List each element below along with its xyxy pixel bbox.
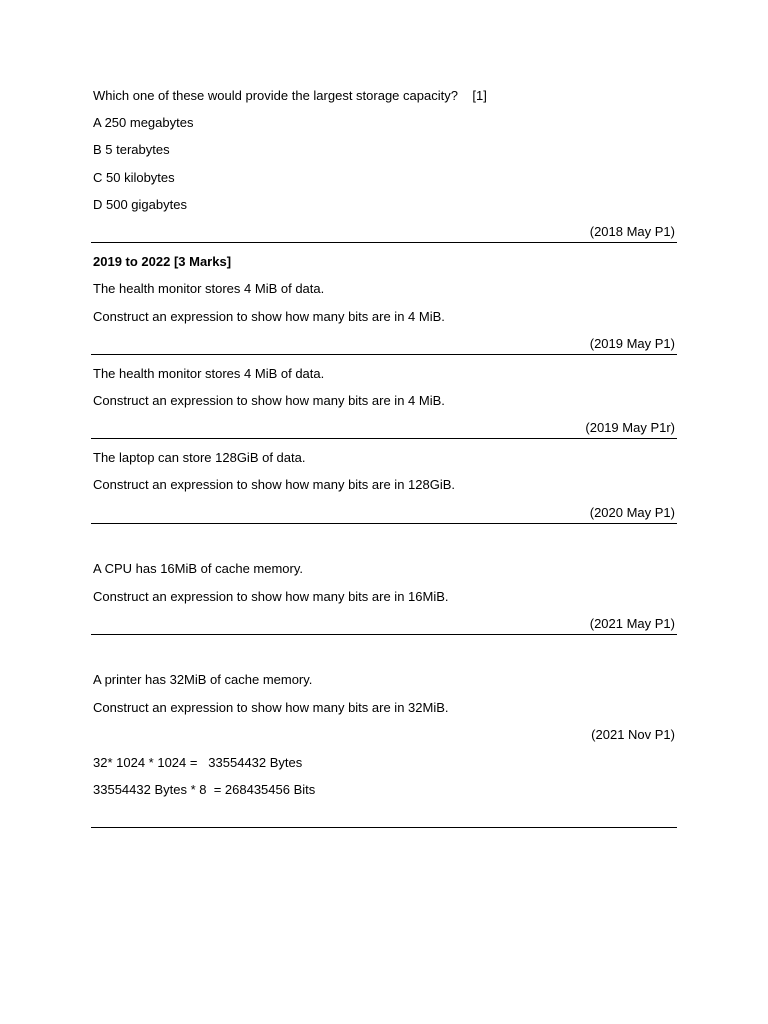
divider	[91, 634, 677, 635]
question-2020-line1: The laptop can store 128GiB of data.	[93, 450, 306, 465]
question-2021nov-line2: Construct an expression to show how many bits are in 32MiB.	[93, 700, 449, 715]
option-d: D 500 gigabytes	[93, 197, 187, 212]
source-2021may: (2021 May P1)	[589, 616, 675, 631]
question-2021may-line2: Construct an expression to show how many bits are in 16MiB.	[93, 589, 449, 604]
question-2021nov-line1: A printer has 32MiB of cache memory.	[93, 672, 313, 687]
working-line2: 33554432 Bytes * 8 = 268435456 Bits	[93, 782, 316, 797]
source-2020: (2020 May P1)	[589, 505, 675, 520]
source-2018: (2018 May P1)	[589, 224, 675, 239]
source-2019r: (2019 May P1r)	[585, 420, 675, 435]
section-heading: 2019 to 2022 [3 Marks]	[93, 254, 232, 269]
option-a: A 250 megabytes	[93, 115, 194, 130]
question-2019r-line2: Construct an expression to show how many bits are in 4 MiB.	[93, 393, 445, 408]
question-2019r-line1: The health monitor stores 4 MiB of data.	[93, 366, 325, 381]
option-c: C 50 kilobytes	[93, 170, 175, 185]
divider	[91, 354, 677, 355]
source-2021nov: (2021 Nov P1)	[591, 727, 675, 742]
option-b: B 5 terabytes	[93, 142, 170, 157]
question-2019-line1: The health monitor stores 4 MiB of data.	[93, 281, 325, 296]
divider	[91, 242, 677, 243]
working-line1: 32* 1024 * 1024 = 33554432 Bytes	[93, 755, 303, 770]
question-2020-line2: Construct an expression to show how many bits are in 128GiB.	[93, 477, 456, 492]
divider	[91, 523, 677, 524]
question-2019-line2: Construct an expression to show how many bits are in 4 MiB.	[93, 309, 445, 324]
source-2019: (2019 May P1)	[589, 336, 675, 351]
divider	[91, 827, 677, 828]
divider	[91, 438, 677, 439]
question-2018-text: Which one of these would provide the largest storage capacity? [1]	[93, 88, 487, 103]
question-2021may-line1: A CPU has 16MiB of cache memory.	[93, 561, 304, 576]
